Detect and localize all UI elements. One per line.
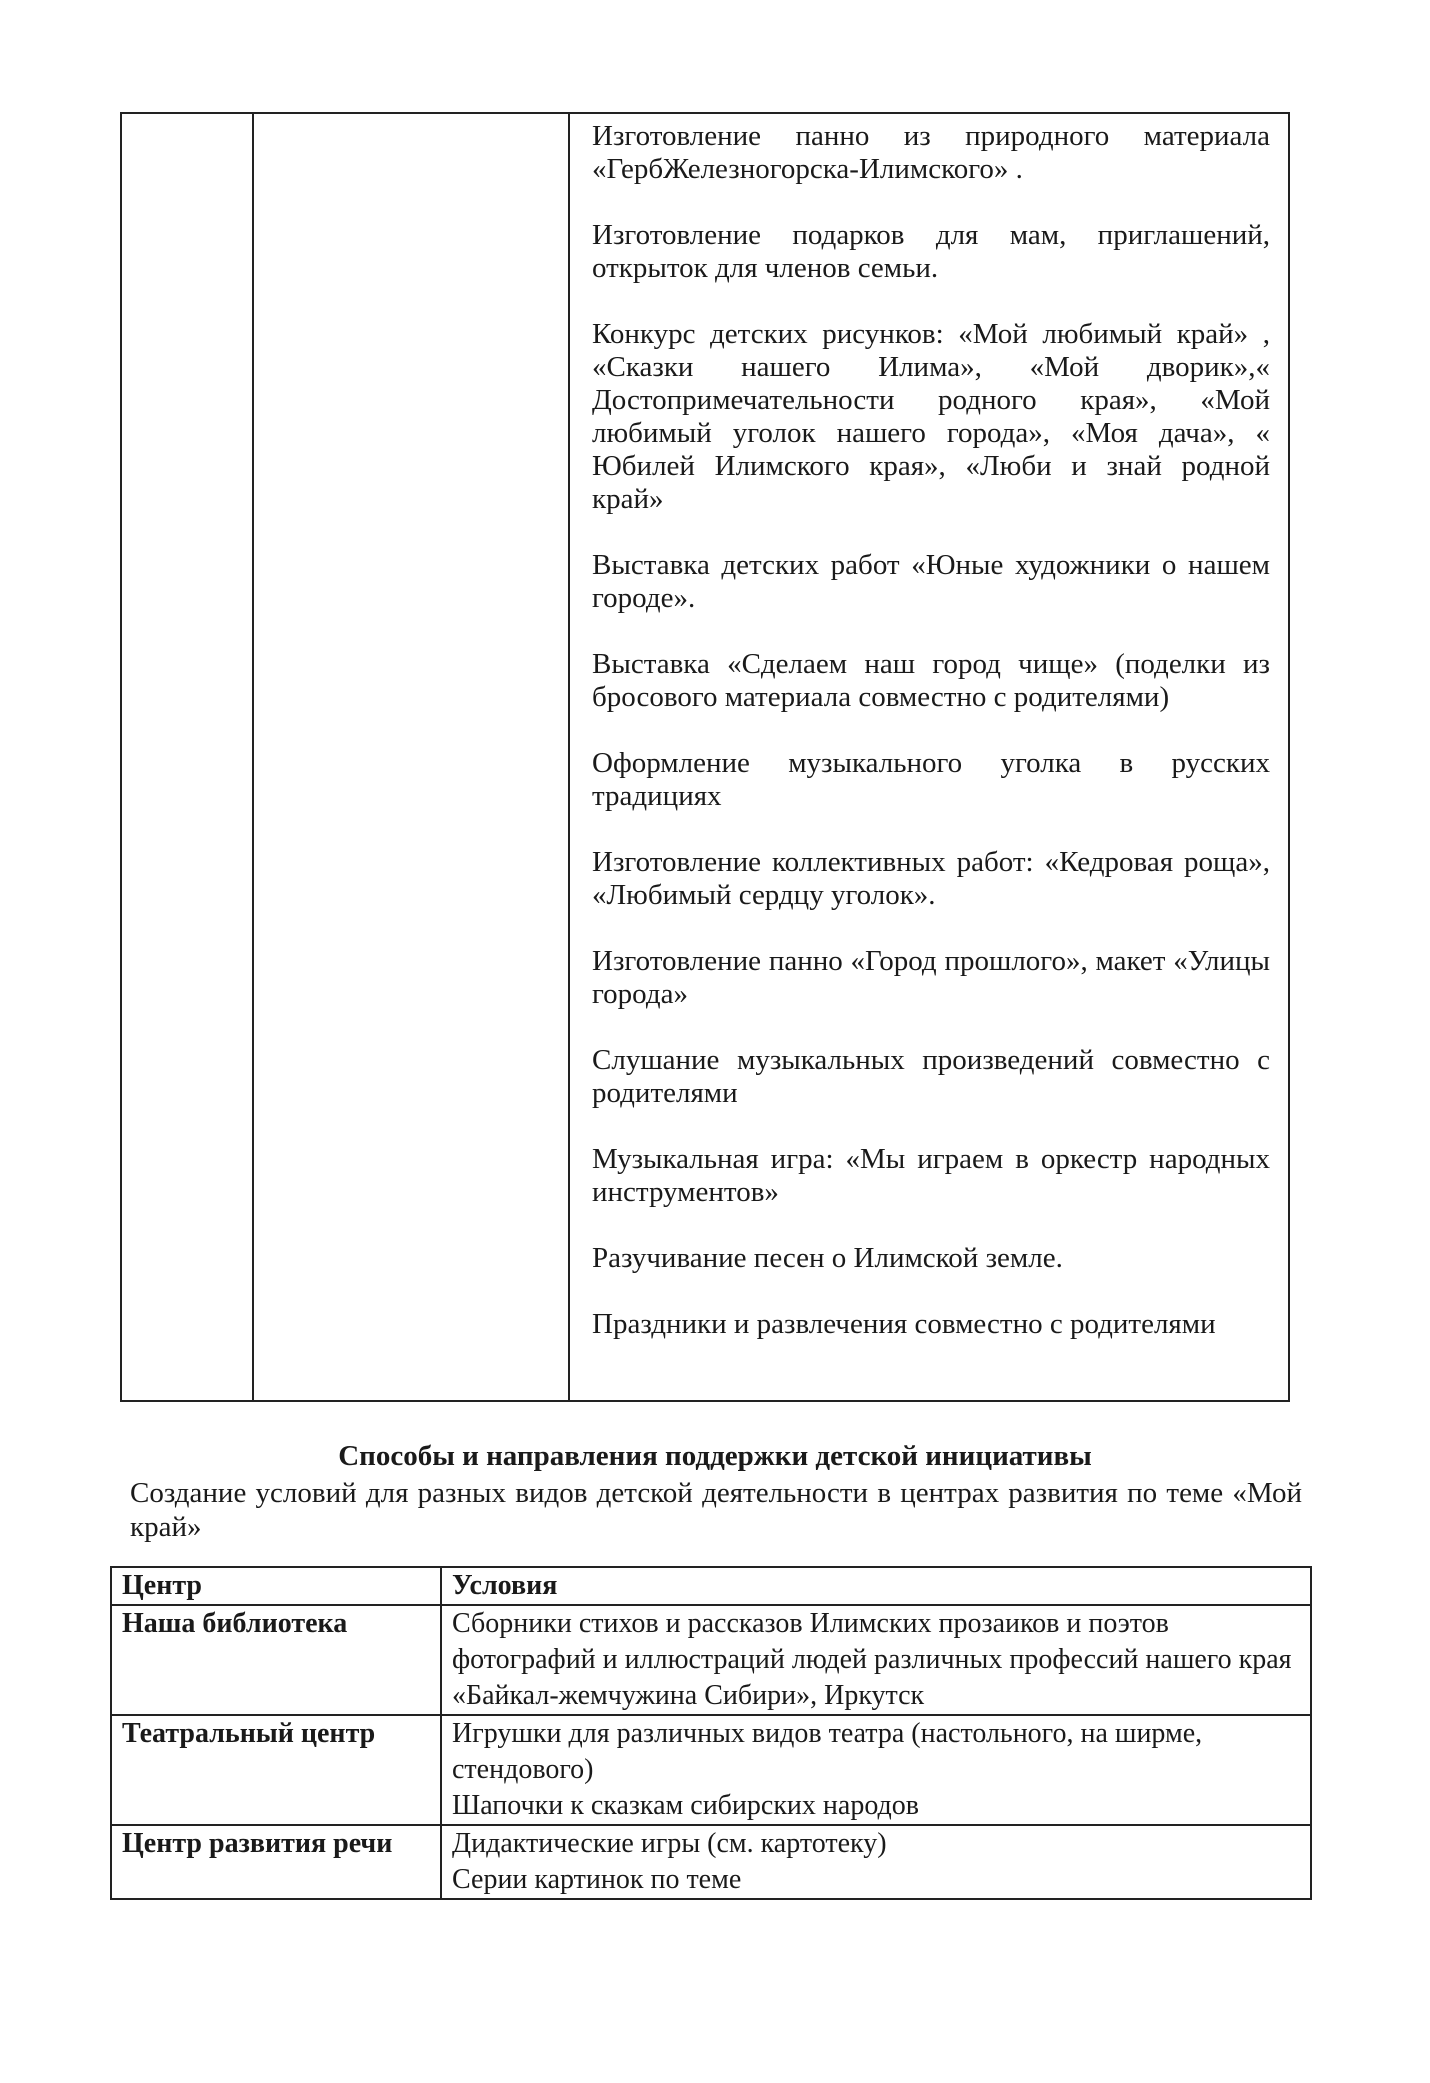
activity-item: Конкурс детских рисунков: «Мой любимый край» , «Сказки нашего Илима», «Мой дворик»,« Достопримечательности родного края», «Мой любимый уголок нашего города», «Моя дача», « Юбилей Илимского края», «Люби и знай родной край» [592,318,1270,515]
table-header-row [111,1567,1311,1605]
center-name: Центр развития речи [111,1825,441,1899]
activity-item: Праздники и развлечения совместно с родителями [592,1308,1216,1340]
column-header-conditions: Условия [441,1567,1311,1605]
table-row [111,1605,1311,1715]
activity-item: Изготовление панно из природного материала «ГербЖелезногорска-Илимского» . [592,120,1270,185]
activity-item: Разучивание песен о Илимской земле. [592,1242,1063,1274]
center-name: Наша библиотека [111,1605,441,1715]
activity-item: Музыкальная игра: «Мы играем в оркестр народных инструментов» [592,1143,1270,1208]
condition-item: «Байкал-жемчужина Сибири», Иркутск [452,1680,925,1711]
activity-item: Выставка «Сделаем наш город чище» (поделки из бросового материала совместно с родителями) [592,648,1270,713]
conditions-cell [441,1715,1311,1825]
condition-item: Сборники стихов и рассказов Илимских прозаиков и поэтов [452,1608,1169,1639]
activity-item: Изготовление коллективных работ: «Кедровая роща», «Любимый сердцу уголок». [592,846,1270,911]
activity-item: Оформление музыкального уголка в русских традициях [592,747,1270,812]
conditions-cell [441,1825,1311,1899]
activity-item: Слушание музыкальных произведений совместно с родителями [592,1044,1270,1109]
condition-item: Дидактические игры (см. картотеку) [452,1828,887,1859]
condition-item: Серии картинок по теме [452,1864,742,1895]
centers-table [110,1566,1312,1900]
conditions-cell [441,1605,1311,1715]
activities-cell [592,120,1270,1341]
activity-item: Изготовление панно «Город прошлого», макет «Улицы города» [592,945,1270,1010]
column-divider [568,114,570,1400]
table-row [111,1715,1311,1825]
table-row [111,1825,1311,1899]
activity-item: Изготовление подарков для мам, приглашений, открыток для членов семьи. [592,219,1270,284]
activity-item: Выставка детских работ «Юные художники о нашем городе». [592,549,1270,614]
column-header-center: Центр [111,1567,441,1605]
condition-item: Шапочки к сказкам сибирских народов [452,1790,919,1821]
center-name: Театральный центр [111,1715,441,1825]
section-intro: Создание условий для разных видов детской деятельности в центрах развития по теме «Мой край» [130,1477,1302,1543]
condition-item: фотографий и иллюстраций людей различных профессий нашего края [452,1644,1292,1675]
activities-table [120,112,1290,1402]
condition-item: Игрушки для различных видов театра (настольного, на ширме, стендового) [452,1718,1203,1785]
section-title: Способы и направления поддержки детской инициативы [338,1440,1092,1472]
column-divider [252,114,254,1400]
